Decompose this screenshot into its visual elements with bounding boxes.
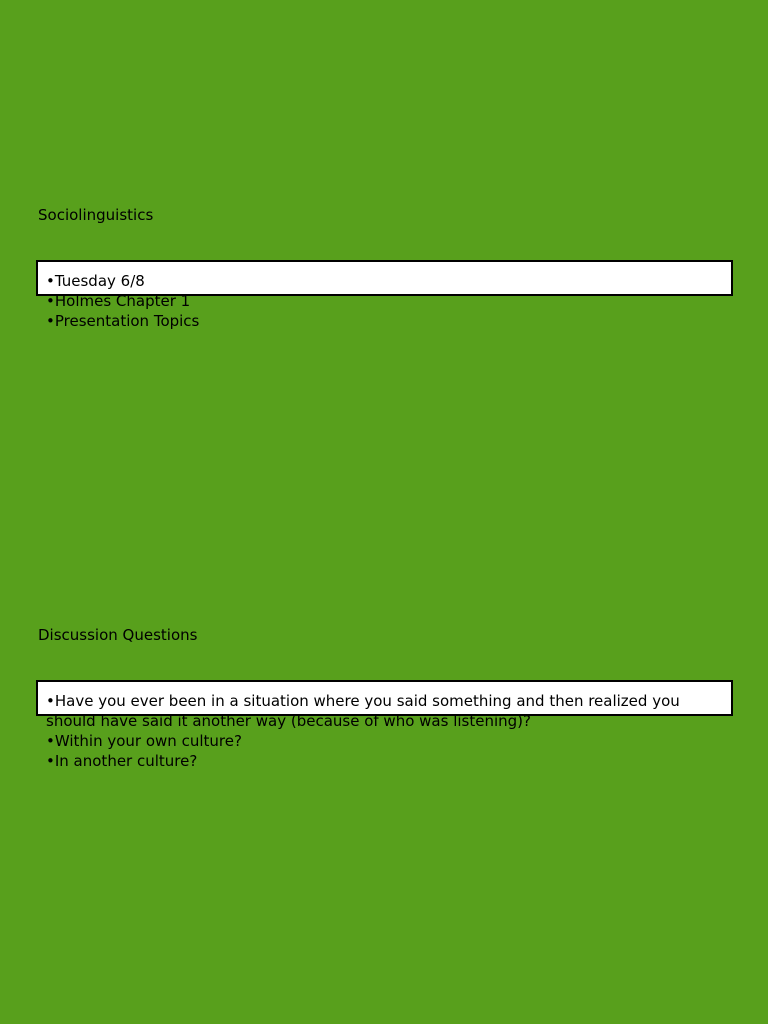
slide-title: Sociolinguistics	[38, 206, 154, 224]
bullet-item: • In another culture?	[46, 751, 726, 771]
bullet-list	[46, 691, 726, 771]
bullet-item: • Have you ever been in a situation where you said something and then realized you should have said it another way (because of who was listening)?	[46, 691, 726, 731]
bullet-item: • Holmes Chapter 1	[46, 291, 726, 311]
bullet-item: • Tuesday 6/8	[46, 271, 726, 291]
bullet-item: • Within your own culture?	[46, 731, 726, 751]
slide-discussion-questions	[0, 420, 768, 932]
slide-title: Discussion Questions	[38, 626, 198, 644]
bullet-list	[46, 271, 726, 331]
bullet-item: • Presentation Topics	[46, 311, 726, 331]
